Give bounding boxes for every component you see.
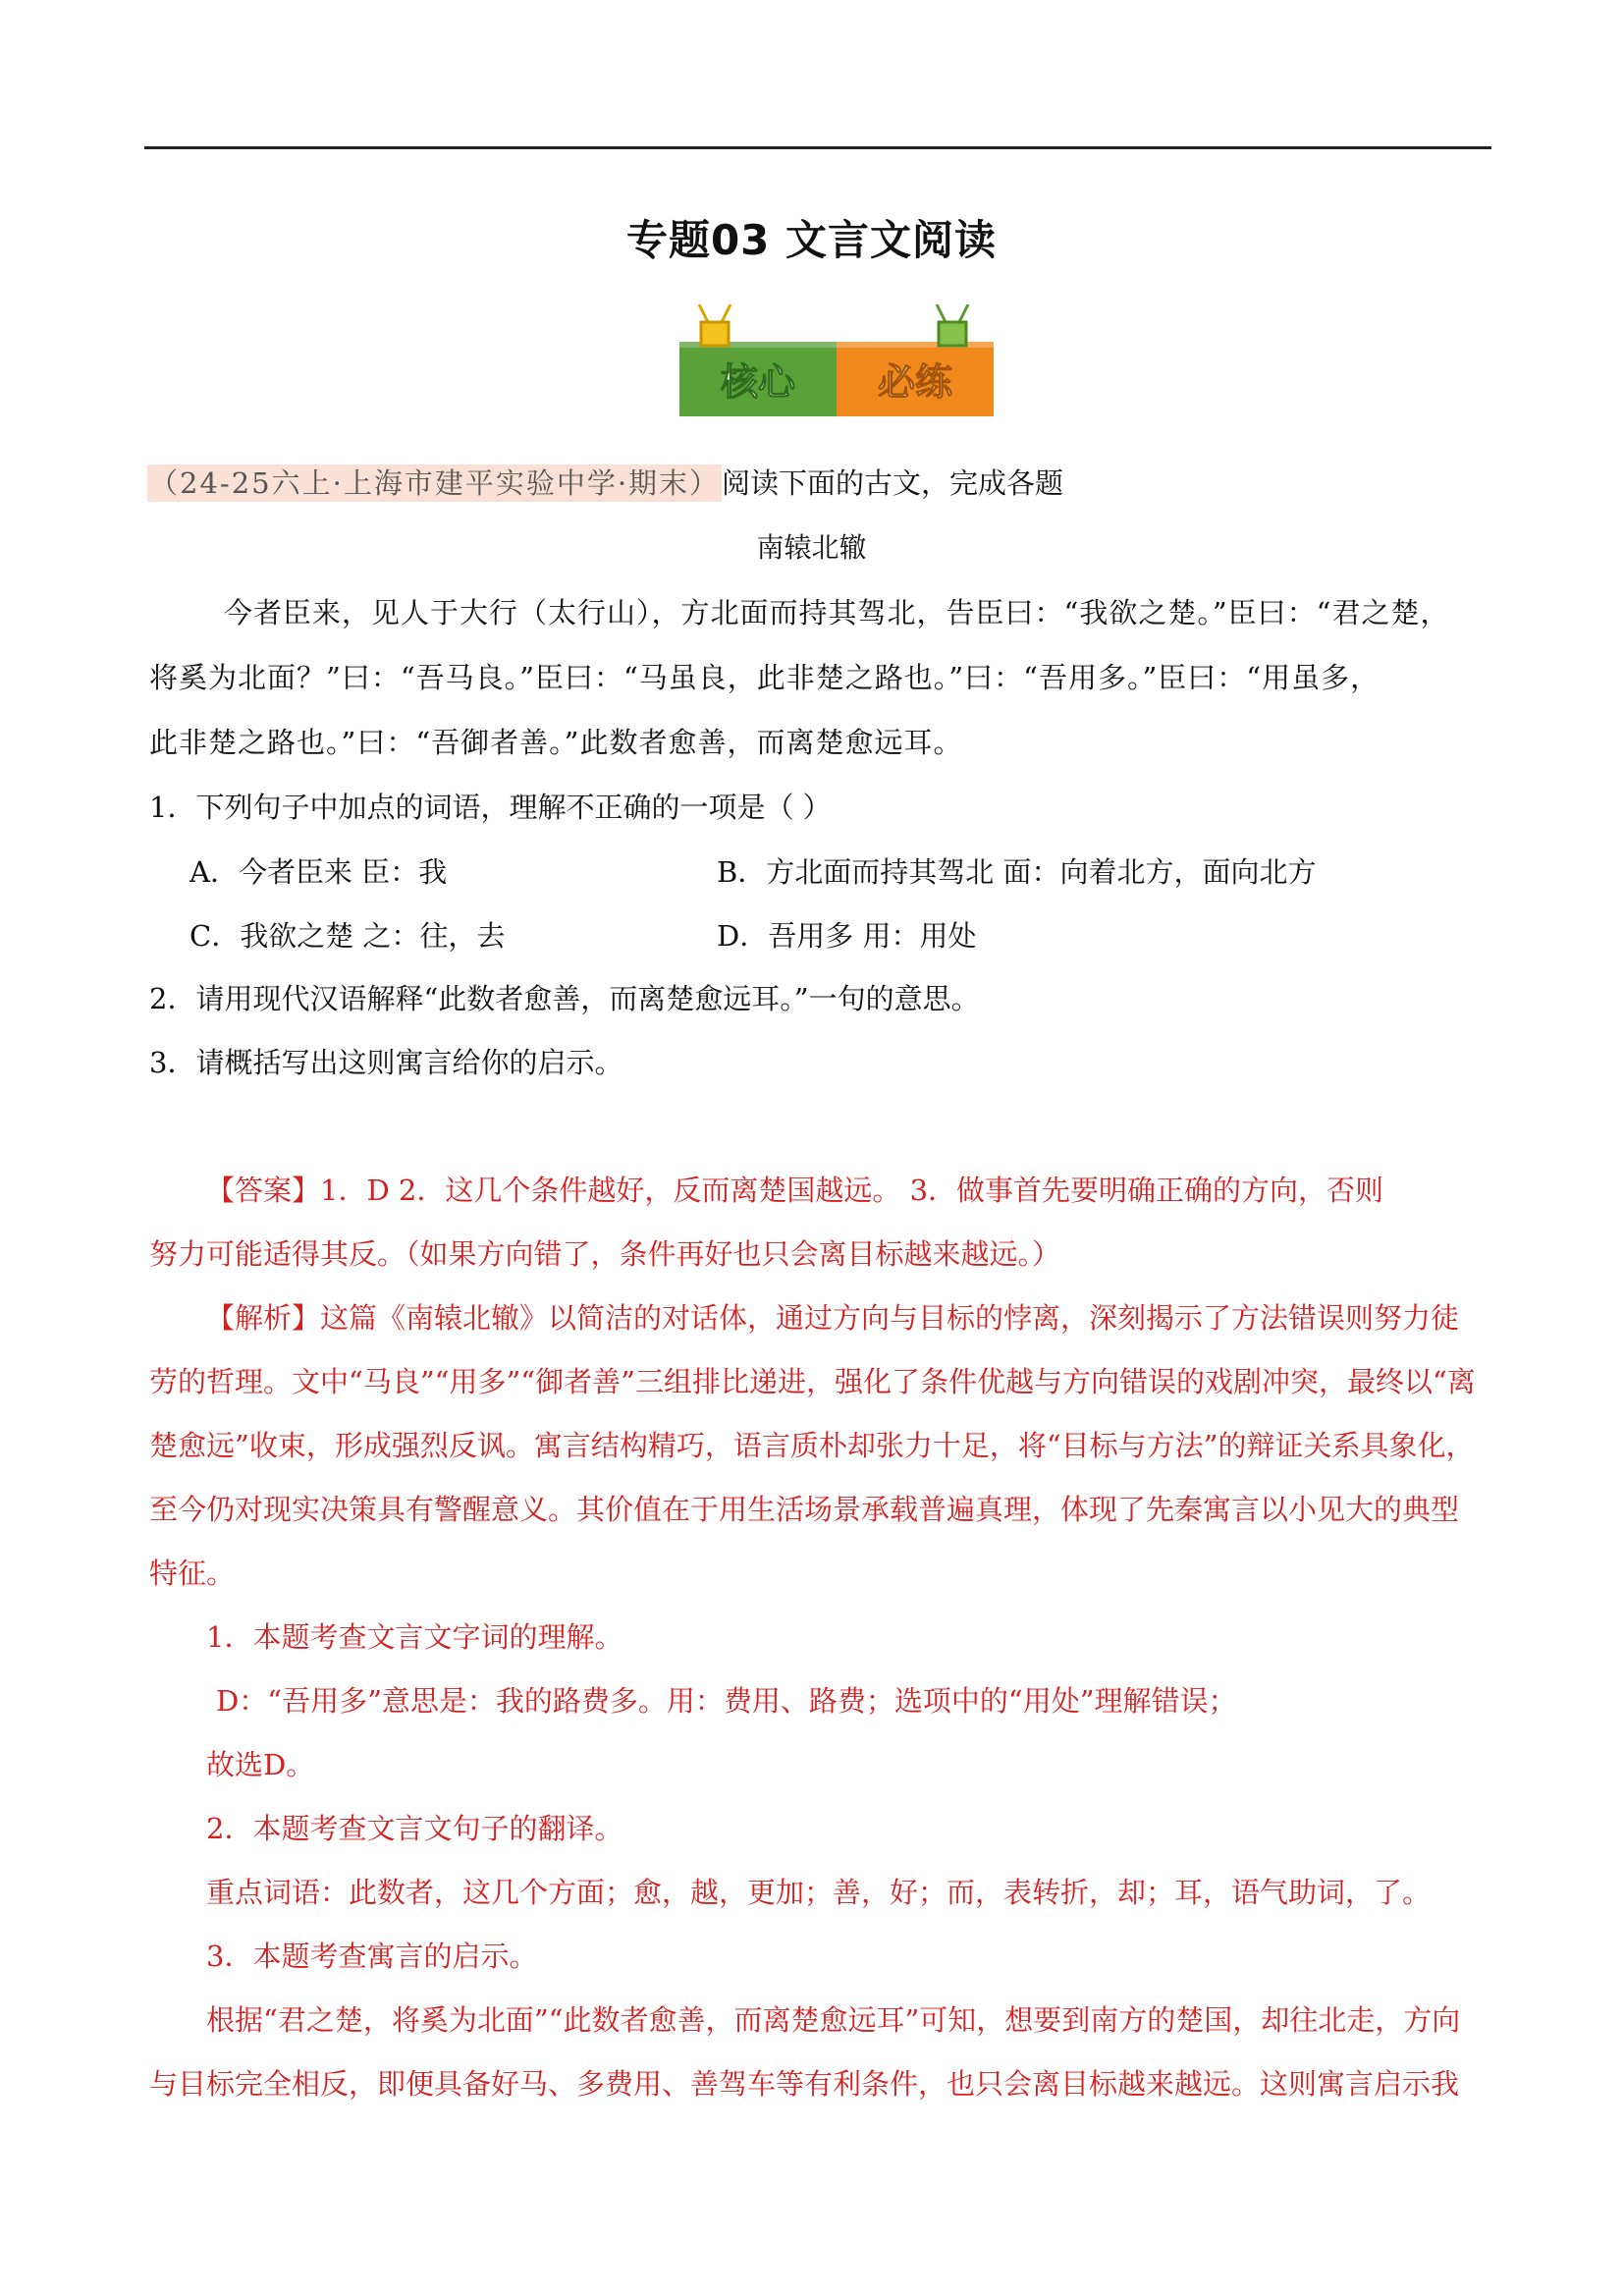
question-3: 3．请概括写出这则寓言给你的启示。 — [149, 1046, 623, 1079]
explanation-line: 故选D。 — [206, 1748, 315, 1781]
passage-line: 今者臣来，见人于大行（太行山），方北面而持其驾北，告臣曰：“我欲之楚。”臣曰：“君之楚， — [224, 596, 1450, 629]
passage-line: 此非楚之路也。”曰：“吾御者善。”此数者愈善，而离楚愈远耳。 — [149, 726, 963, 759]
option-b: B．方北面而持其驾北 面：向着北方，面向北方 — [717, 855, 1317, 889]
page-title: 专题03 文言文阅读 — [625, 216, 998, 264]
answer-line: 努力可能适得其反。（如果方向错了，条件再好也只会离目标越来越远。） — [149, 1237, 1061, 1271]
analysis-line: 【解析】这篇《南辕北辙》以简洁的对话体，通过方向与目标的悖离，深刻揭示了方法错误则努力徒 — [206, 1301, 1460, 1335]
intro-prompt: 阅读下面的古文，完成各题 — [722, 466, 1064, 500]
source-tag: （24-25六上·上海市建平实验中学·期末） — [149, 466, 721, 500]
explanation-line: 2．本题考查文言文句子的翻译。 — [206, 1812, 623, 1845]
analysis-line: 特征。 — [149, 1557, 236, 1590]
badge-right-text: 必练 — [877, 360, 953, 404]
passage-line: 将奚为北面？”曰：“吾马良。”臣曰：“马虽良，此非楚之路也。”曰：“吾用多。”臣曰：“用虽多， — [149, 661, 1380, 694]
analysis-line: 楚愈远”收束，形成强烈反讽。寓言结构精巧，语言质朴却张力十足，将“目标与方法”的辩证关系具象化， — [149, 1429, 1475, 1462]
question-intro — [147, 464, 1063, 503]
header-rule — [144, 146, 1491, 149]
explanation-line: 与目标完全相反，即便具备好马、多费用、善驾车等有利条件，也只会离目标越来越远。这则寓言启示我 — [149, 2067, 1460, 2101]
option-d: D．吾用多 用：用处 — [717, 919, 977, 953]
core-practice-badge — [679, 304, 994, 422]
passage-title: 南辕北辙 — [756, 531, 867, 564]
explanation-line: 重点词语：此数者，这几个方面；愈，越，更加；善，好；而，表转折，却；耳，语气助词，了。 — [206, 1876, 1432, 1909]
explanation-line: D：“吾用多”意思是：我的路费多。用：费用、路费；选项中的“用处”理解错误； — [216, 1684, 1237, 1718]
question-2: 2．请用现代汉语解释“此数者愈善，而离楚愈远耳。”一句的意思。 — [149, 982, 980, 1015]
binder-clip-icon — [699, 304, 730, 346]
answer-line: 【答案】1．D 2．这几个条件越好，反而离楚国越远。 3．做事首先要明确正确的方向，否则 — [206, 1174, 1384, 1207]
explanation-line: 3．本题考查寓言的启示。 — [206, 1940, 538, 1973]
analysis-line: 劳的哲理。文中“马良”“用多”“御者善”三组排比递进，强化了条件优越与方向错误的戏剧冲突，最终以“离 — [149, 1365, 1476, 1398]
badge-left-text: 核心 — [720, 360, 796, 404]
explanation-line: 根据“君之楚，将奚为北面”“此数者愈善，而离楚愈远耳”可知，想要到南方的楚国，却往北走，方向 — [206, 2003, 1461, 2037]
option-a: A．今者臣来 臣：我 — [189, 855, 448, 889]
analysis-line: 至今仍对现实决策具有警醒意义。其价值在于用生活场景承载普遍真理，体现了先秦寓言以小见大的典型 — [149, 1493, 1460, 1526]
question-1: 1．下列句子中加点的词语，理解不正确的一项是（ ） — [149, 791, 832, 824]
binder-clip-icon — [937, 304, 968, 346]
option-c: C．我欲之楚 之：往，去 — [189, 919, 506, 953]
explanation-line: 1．本题考查文言文字词的理解。 — [206, 1620, 623, 1654]
